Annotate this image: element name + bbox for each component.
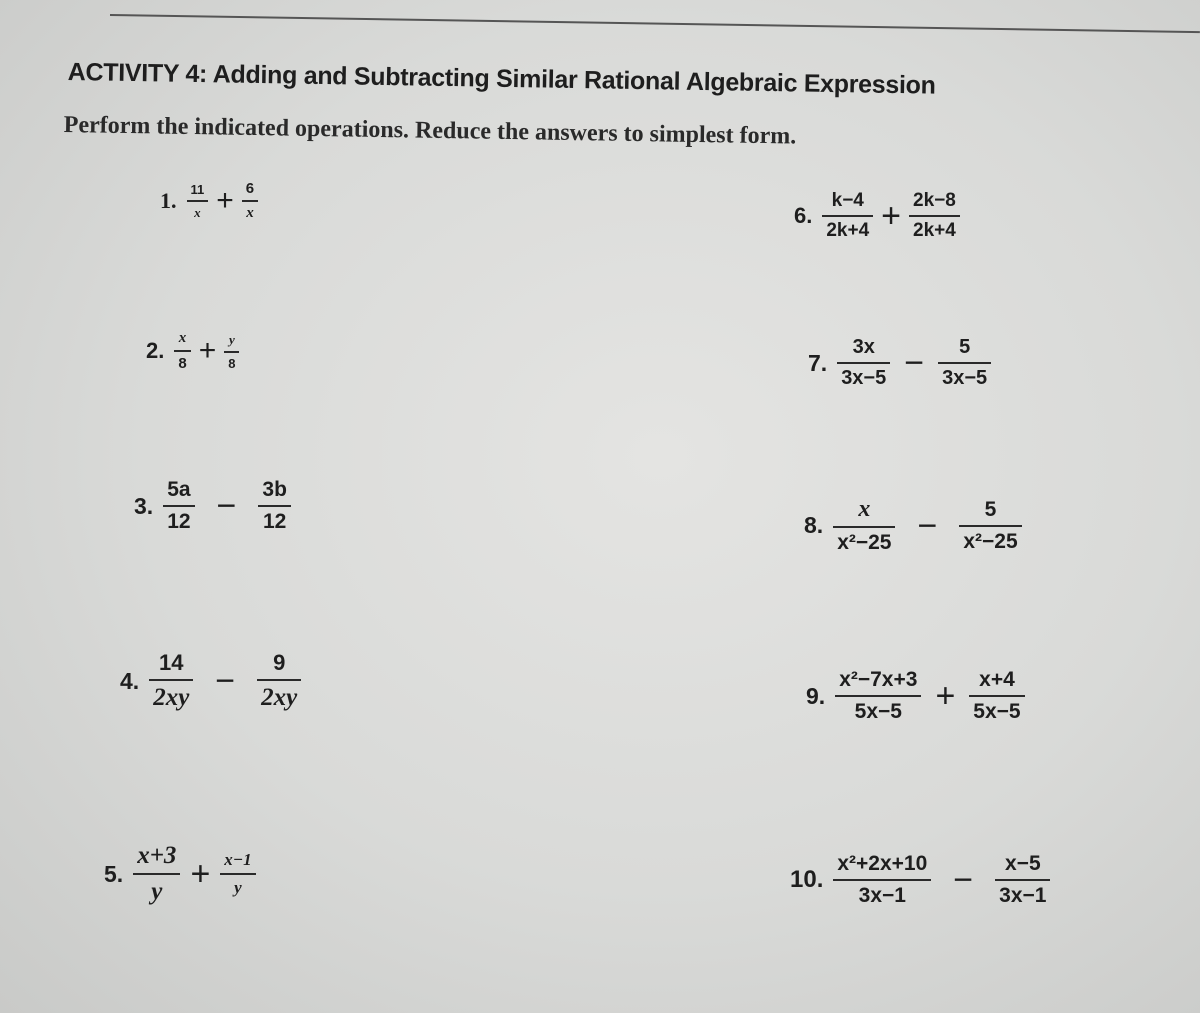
fraction-right: $\frac{y}{8}$ [224,332,239,371]
problem-number: 8. [804,512,824,538]
fraction-right: $\frac{x+4}{5x-5}$ [969,668,1024,724]
activity-title: ACTIVITY 4: Adding and Subtracting Similar Rational Algebraic Expression [67,58,936,100]
operator: − [953,861,974,899]
fraction-right: $\frac{5}{3x-5}$ [938,336,991,390]
operator: + [198,334,217,367]
operator: − [904,344,925,382]
fraction-left: $\frac{x+3}{y}$ [133,842,180,906]
fraction-right: $\frac{x-5}{3x-1}$ [995,852,1050,908]
top-rule [110,14,1200,33]
fraction-right: $\frac{5}{\text{x²−25}}$ [959,498,1021,554]
problem-number: 4. [120,667,140,694]
operator: + [216,184,234,217]
fraction-left: $\frac{11}{x}$ [187,182,209,221]
operator: − [216,487,237,525]
problem-number: 10. [790,866,824,893]
problem-7 [808,336,991,390]
problem-10 [790,852,1050,908]
problem-1 [160,180,258,222]
problem-number: 1. [160,188,177,213]
operator: + [935,677,956,715]
fraction-left: $\frac{14}{2xy}$ [149,650,193,712]
problem-4 [120,650,301,712]
problem-2 [146,330,239,372]
problem-number: 5. [104,860,124,887]
fraction-left: $\frac{\text{x²+2x+10}}{3x-1}$ [833,852,931,908]
problem-number: 3. [134,492,154,519]
operator: + [881,197,902,235]
operator: + [190,855,211,893]
fraction-right: $\frac{9}{2xy}$ [257,650,301,712]
problem-3 [134,478,291,534]
problem-9 [806,668,1025,724]
problem-8 [804,496,1022,555]
problem-5 [104,842,256,906]
fraction-left: $\frac{3x}{3x-5}$ [837,336,890,390]
problem-number: 9. [806,682,826,709]
fraction-right: $\frac{3b}{12}$ [258,478,291,534]
problem-number: 2. [146,338,165,363]
fraction-right: $\frac{x-1}{y}$ [220,850,255,898]
fraction-right: $\frac{2k-8}{2k+4}$ [909,190,960,242]
problem-number: 6. [794,203,813,228]
instructions: Perform the indicated operations. Reduce the answers to simplest form. [63,112,797,150]
problem-number: 7. [808,349,828,376]
fraction-left: $\frac{\text{x²−7x+3}}{5x-5}$ [835,668,921,724]
problem-6 [794,190,960,242]
fraction-left: $\frac{5a}{12}$ [163,478,194,534]
fraction-right: $\frac{6}{x}$ [242,180,258,222]
operator: − [215,662,236,700]
fraction-left: $\frac{k-4}{2k+4}$ [822,190,873,242]
fraction-left: $\frac{x}{8}$ [174,330,190,372]
fraction-left: $\frac{x}{\text{x²−25}}$ [833,496,895,555]
operator: − [917,506,938,545]
